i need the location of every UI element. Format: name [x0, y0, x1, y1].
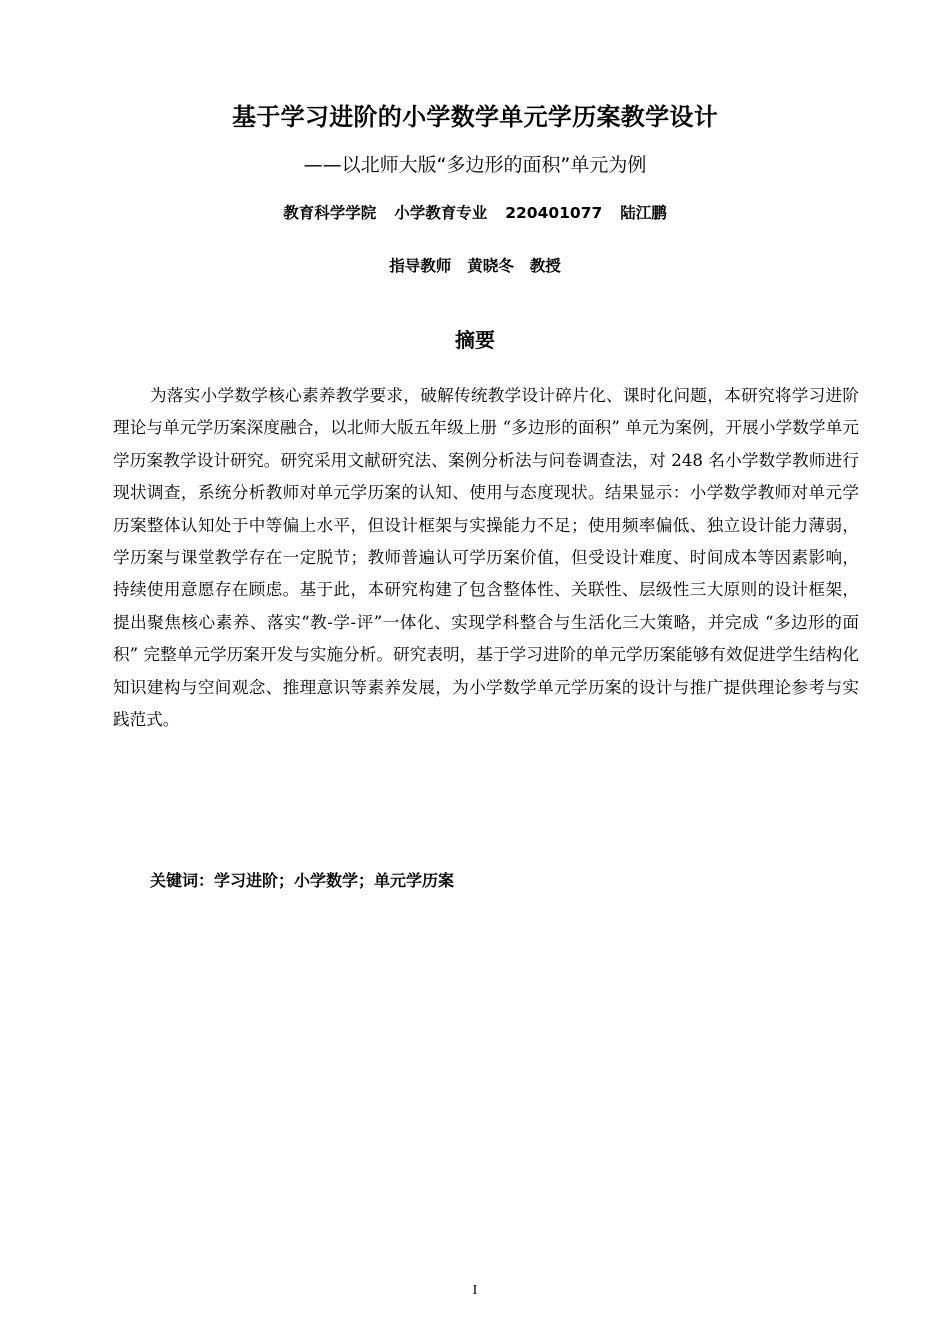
document-subtitle: ——以北师大版“多边形的面积”单元为例 [303, 154, 647, 176]
advisor-title: 教授 [529, 256, 561, 275]
abstract-heading: 摘要 [455, 328, 495, 352]
advisor-label: 指导教师 [389, 256, 452, 275]
author-name: 陆江鹏 [620, 203, 667, 222]
keywords-line: 关键词：学习进阶；小学数学；单元学历案 [150, 871, 455, 890]
page-number: I [472, 1283, 478, 1298]
author-info-line [0, 201, 950, 225]
advisor-info-line [0, 254, 950, 278]
abstract-body: 为落实小学数学核心素养教学要求，破解传统教学设计碎片化、课时化问题，本研究将学习进阶理论与单元学历案深度融合，以北师大版五年级上册 “多边形的面积” 单元为案例，开展小学数学单元学历案教学设计研究。研究采用文献研究法、案例分析法与问卷调查法，对 248 名小学数学教师进行现状调查，系统分析教师对单元学历案的认知、使用与态度现状。结果显示：小学数学教师对单元学历案整体认知处于中等偏上水平，但设计框架与实操能力不足；使用频率偏低、独立设计能力薄弱，学历案与课堂教学存在一定脱节；教师普遍认可学历案价值，但受设计难度、时间成本等因素影响，持续使用意愿存在顾虑。基于此，本研究构建了包含整体性、关联性、层级性三大原则的设计框架，提出聚焦核心素养、落实“教-学-评”一体化、实现学科整合与生活化三大策略，并完成 “多边形的面积” 完整单元学历案开发与实施分析。研究表明，基于学习进阶的单元学历案能够有效促进学生结构化知识建构与空间观念、推理意识等素养发展，为小学数学单元学历案的设计与推广提供理论参考与实践范式。 [113, 386, 859, 730]
author-college: 教育科学学院 [283, 203, 377, 222]
author-major: 小学教育专业 [394, 203, 488, 222]
document-title: 基于学习进阶的小学数学单元学历案教学设计 [232, 103, 718, 131]
author-student-id: 220401077 [505, 204, 603, 222]
advisor-name: 黄晓冬 [467, 256, 514, 275]
